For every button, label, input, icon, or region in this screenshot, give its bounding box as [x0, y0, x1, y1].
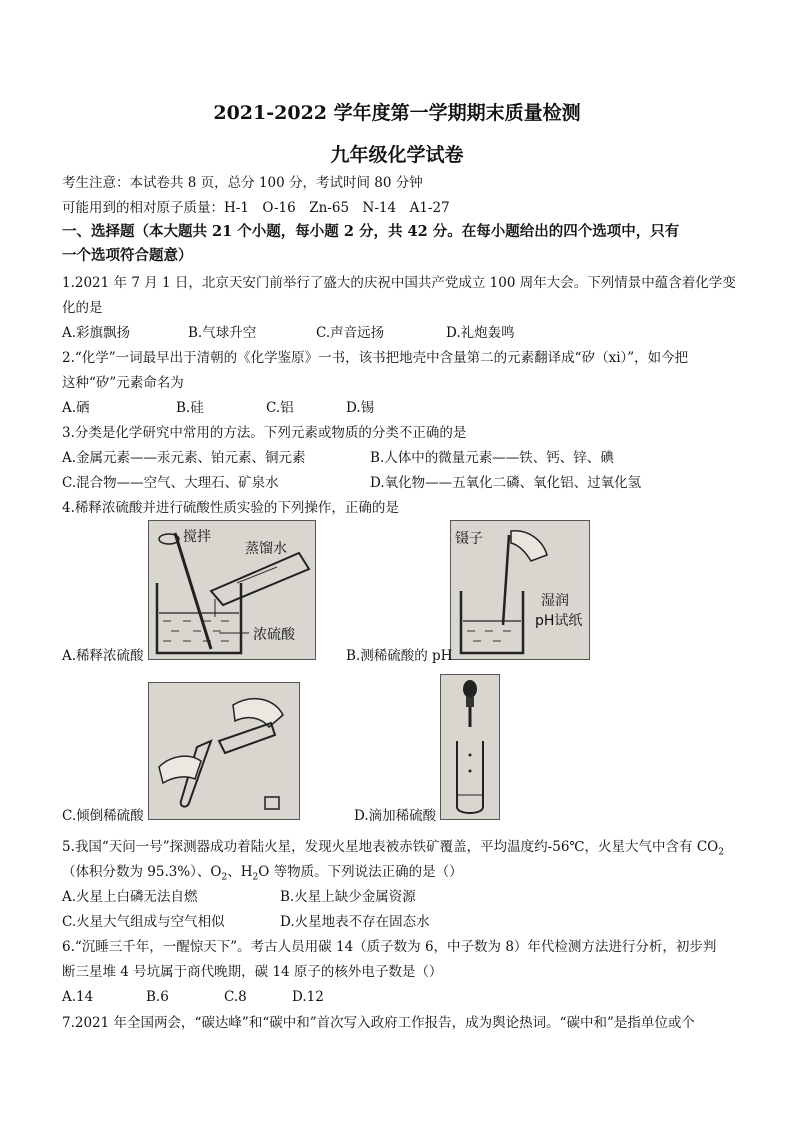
q6-option-d: D.12 — [292, 989, 324, 1005]
page-subtitle: 九年级化学试卷 — [330, 144, 464, 166]
q7-stem: 7.2021 年全国两会，“碳达峰”和“碳中和”首次写入政府工作报告，成为舆论热词。“碳中和”是指单位或个 — [62, 1015, 695, 1031]
q6-option-a: A.14 — [62, 989, 94, 1005]
figure-measure-ph — [450, 520, 590, 660]
section1-heading: 一、选择题（本大题共 21 个小题，每小题 2 分，共 42 分。在每小题给出的四个选项中，只有 — [62, 223, 680, 240]
q3-option-c: C.混合物——空气、大理石、矿泉水 — [62, 475, 279, 491]
q6-stem-cont: 断三星堆 4 号坑属于商代晚期，碳 14 原子的核外电子数是（） — [62, 964, 443, 980]
q4-option-c: C.倾倒稀硫酸 — [62, 808, 144, 824]
q3-option-d: D.氧化物——五氧化二磷、氧化铝、过氧化氢 — [370, 475, 642, 491]
q5-option-d: D.火星地表不存在固态水 — [280, 914, 430, 930]
q5-option-b: B.火星上缺少金属资源 — [280, 889, 416, 905]
q1-option-c: C.声音远扬 — [316, 325, 385, 341]
q3-option-a: A.金属元素——汞元素、铂元素、铜元素 — [62, 450, 306, 466]
q1-option-d: D.礼炮轰鸣 — [446, 325, 515, 341]
q5-option-c: C.火星大气组成与空气相似 — [62, 914, 225, 930]
q2-stem-cont: 这种“矽”元素命名为 — [62, 375, 184, 391]
q4-option-d: D.滴加稀硫酸 — [354, 808, 437, 824]
q3-option-b: B.人体中的微量元素——铁、钙、锌、碘 — [370, 450, 614, 466]
fig-b-label-ph-paper: pH试纸 — [535, 613, 583, 629]
q4-option-b: B.测稀硫酸的 pH — [346, 648, 453, 664]
exam-notice: 考生注意：本试卷共 8 页，总分 100 分，考试时间 80 分钟 — [62, 175, 423, 191]
q2-option-a: A.硒 — [62, 400, 90, 416]
q2-option-d: D.锡 — [346, 400, 375, 416]
q6-option-c: C.8 — [224, 989, 247, 1005]
q6-option-b: B.6 — [146, 989, 169, 1005]
q5-option-a: A.火星上白磷无法自燃 — [62, 889, 198, 905]
fig-b-label-tweezers: 镊子 — [455, 531, 483, 547]
q1-stem: 1.2021 年 7 月 1 日，北京天安门前举行了盛大的庆祝中国共产党成立 100 周年大会。下列情景中蕴含着化学变 — [62, 275, 736, 291]
figure-pour-acid — [148, 682, 300, 820]
figure-drip-acid — [440, 674, 500, 820]
section1-heading-cont: 一个选项符合题意） — [62, 247, 193, 264]
page-title: 2021-2022 学年度第一学期期末质量检测 — [213, 102, 581, 124]
fig-a-label-water: 蒸馏水 — [245, 541, 287, 557]
fig-a-label-acid: 浓硫酸 — [253, 627, 295, 643]
q2-stem: 2.“化学”一词最早出于清朝的《化学鉴原》一书，该书把地壳中含量第二的元素翻译成“矽（xi）”，如今把 — [62, 350, 689, 366]
q5-stem: 5.我国“天问一号”探测器成功着陆火星，发现火星地表被赤铁矿覆盖，平均温度约-56℃，火星大气中含有 $CO_2$ — [62, 839, 724, 858]
fig-a-label-stir: 搅拌 — [183, 529, 211, 545]
q4-stem: 4.稀释浓硫酸并进行硫酸性质实验的下列操作，正确的是 — [62, 500, 399, 516]
fig-b-label-moist: 湿润 — [541, 593, 569, 609]
q6-stem: 6.“沉睡三千年，一醒惊天下”。考古人员用碳 14（质子数为 6，中子数为 8）年代检测方法进行分析，初步判 — [62, 939, 717, 955]
atomic-masses: 可能用到的相对原子质量：H-1 O-16 Zn-65 N-14 A1-27 — [62, 200, 450, 216]
q5-stem-cont: （体积分数为 95.3%）、$O_2$、$H_2O$ 等物质。下列说法正确的是（） — [62, 864, 463, 883]
q1-option-a: A.彩旗飘扬 — [62, 325, 131, 341]
q3-stem: 3.分类是化学研究中常用的方法。下列元素或物质的分类不正确的是 — [62, 425, 467, 441]
q1-stem-cont: 化的是 — [62, 300, 103, 316]
q2-option-c: C.铝 — [266, 400, 294, 416]
figure-dilute-acid — [148, 520, 316, 660]
q2-option-b: B.硅 — [176, 400, 204, 416]
q1-option-b: B.气球升空 — [188, 325, 257, 341]
q4-option-a: A.稀释浓硫酸 — [62, 648, 144, 664]
